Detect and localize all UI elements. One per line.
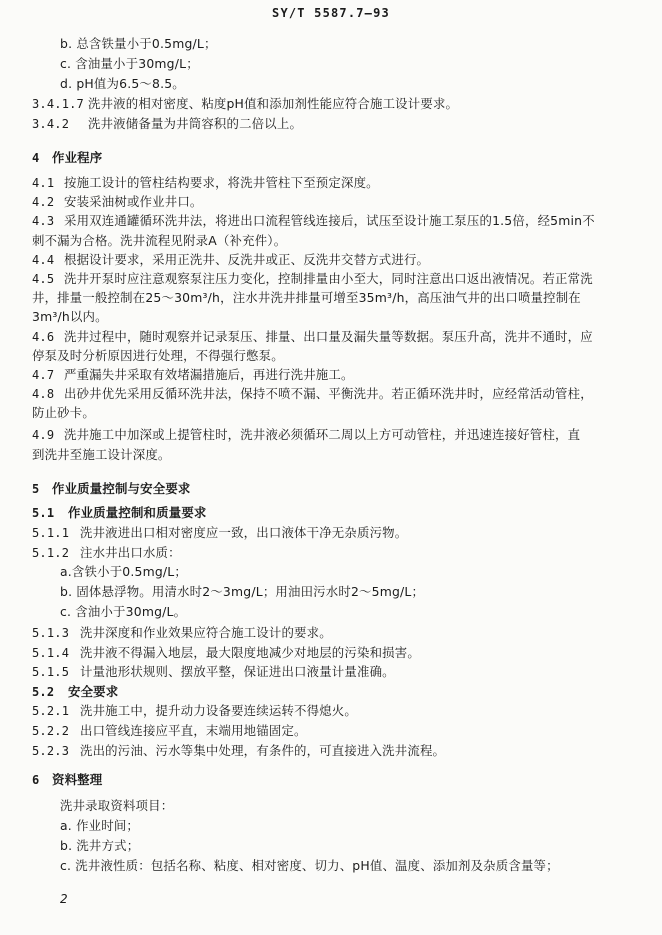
- clause-4-3: 4.3 采用双连通罐循环洗井法，将进出口流程管线连接后，试压至设计施工泵压的1.5倍，经5min不: [32, 213, 595, 228]
- paragraph: 洗井录取资料项目：: [60, 798, 174, 813]
- clause-5-1-1: 5.1.1 洗井液进出口相对密度应一致，出口液体干净无杂质污物。: [32, 525, 408, 540]
- clause-3-4-2: 3.4.2 洗井液储备量为井筒容积的二倍以上。: [32, 116, 303, 131]
- clause-4-2: 4.2 安装采油树或作业井口。: [32, 194, 203, 209]
- clause-4-9-cont: 到洗井至施工设计深度。: [32, 447, 171, 462]
- section-heading-5: 5 作业质量控制与安全要求: [32, 481, 191, 496]
- clause-4-1: 4.1 按施工设计的管柱结构要求，将洗井管柱下至预定深度。: [32, 175, 379, 190]
- clause-4-3-cont: 刺不漏为合格。洗井流程见附录A（补充件）。: [32, 233, 287, 248]
- clause-4-8: 4.8 出砂井优先采用反循环洗井法，保持不喷不漏、平衡洗井。若正循环洗井时，应经常活动管柱，: [32, 386, 593, 401]
- clause-4-7: 4.7 严重漏失井采取有效堵漏措施后，再进行洗井施工。: [32, 367, 354, 382]
- clause-5-1-3: 5.1.3 洗井深度和作业效果应符合施工设计的要求。: [32, 625, 332, 640]
- list-item: c. 含油量小于30mg/L；: [60, 56, 199, 71]
- clause-5-2-3: 5.2.3 洗出的污油、污水等集中处理，有条件的，可直接进入洗井流程。: [32, 743, 446, 758]
- clause-5-1-5: 5.1.5 计量池形状规则、摆放平整，保证进出口液量计量准确。: [32, 664, 395, 679]
- clause-4-5: 4.5 洗井开泵时应注意观察泵注压力变化，控制排量由小至大，同时注意出口返出液情况。若正常洗: [32, 271, 593, 286]
- list-item: b. 总含铁量小于0.5mg/L；: [60, 36, 217, 51]
- clause-4-4: 4.4 根据设计要求，采用正洗井、反洗井或正、反洗井交替方式进行。: [32, 252, 430, 267]
- clause-4-6-cont: 停泵及时分析原因进行处理，不得强行憋泵。: [32, 348, 284, 363]
- page-number: 2: [60, 892, 68, 906]
- list-item: d. pH值为6.5～8.5。: [60, 76, 185, 91]
- section-heading-6: 6 资料整理: [32, 772, 103, 787]
- list-item: c. 含油小于30mg/L。: [60, 604, 187, 619]
- list-item: c. 洗井液性质：包括名称、粘度、相对密度、切力、pH值、温度、添加剂及杂质含量等；: [60, 858, 559, 873]
- section-heading-4: 4 作业程序: [32, 150, 103, 165]
- clause-4-5-cont: 井，排量一般控制在25～30m³/h，注水井洗井排量可增至35m³/h，高压油气井的出口喷量控制在: [32, 290, 581, 305]
- clause-4-8-cont: 防止砂卡。: [32, 405, 95, 420]
- clause-5-1-4: 5.1.4 洗井液不得漏入地层，最大限度地减少对地层的污染和损害。: [32, 645, 420, 660]
- clause-4-9: 4.9 洗井施工中加深或上提管柱时，洗井液必须循环二周以上方可动管柱，并迅速连接好管柱，直: [32, 427, 581, 442]
- clause-5-1-2: 5.1.2 注水井出口水质：: [32, 545, 181, 560]
- clause-4-5-cont: 3m³/h以内。: [32, 309, 108, 324]
- clause-5-2-1: 5.2.1 洗井施工中，提升动力设备要连续运转不得熄火。: [32, 703, 357, 718]
- list-item: a.含铁小于0.5mg/L；: [60, 564, 188, 579]
- list-item: a. 作业时间；: [60, 818, 140, 833]
- list-item: b. 固体悬浮物。用清水时2～3mg/L；用油田污水时2～5mg/L；: [60, 584, 425, 599]
- subsection-heading-5-1: 5.1 作业质量控制和质量要求: [32, 505, 207, 520]
- clause-3-4-1-7: 3.4.1.7 洗井液的相对密度、粘度pH值和添加剂性能应符合施工设计要求。: [32, 96, 459, 111]
- clause-5-2-2: 5.2.2 出口管线连接应平直，末端用地锚固定。: [32, 723, 307, 738]
- list-item: b. 洗井方式；: [60, 838, 140, 853]
- subsection-heading-5-2: 5.2 安全要求: [32, 684, 119, 699]
- clause-4-6: 4.6 洗井过程中，随时观察并记录泵压、排量、出口量及漏失量等数据。泵压升高，洗井不通时，应: [32, 329, 593, 344]
- standard-header: SY/T 5587.7—93: [272, 6, 390, 20]
